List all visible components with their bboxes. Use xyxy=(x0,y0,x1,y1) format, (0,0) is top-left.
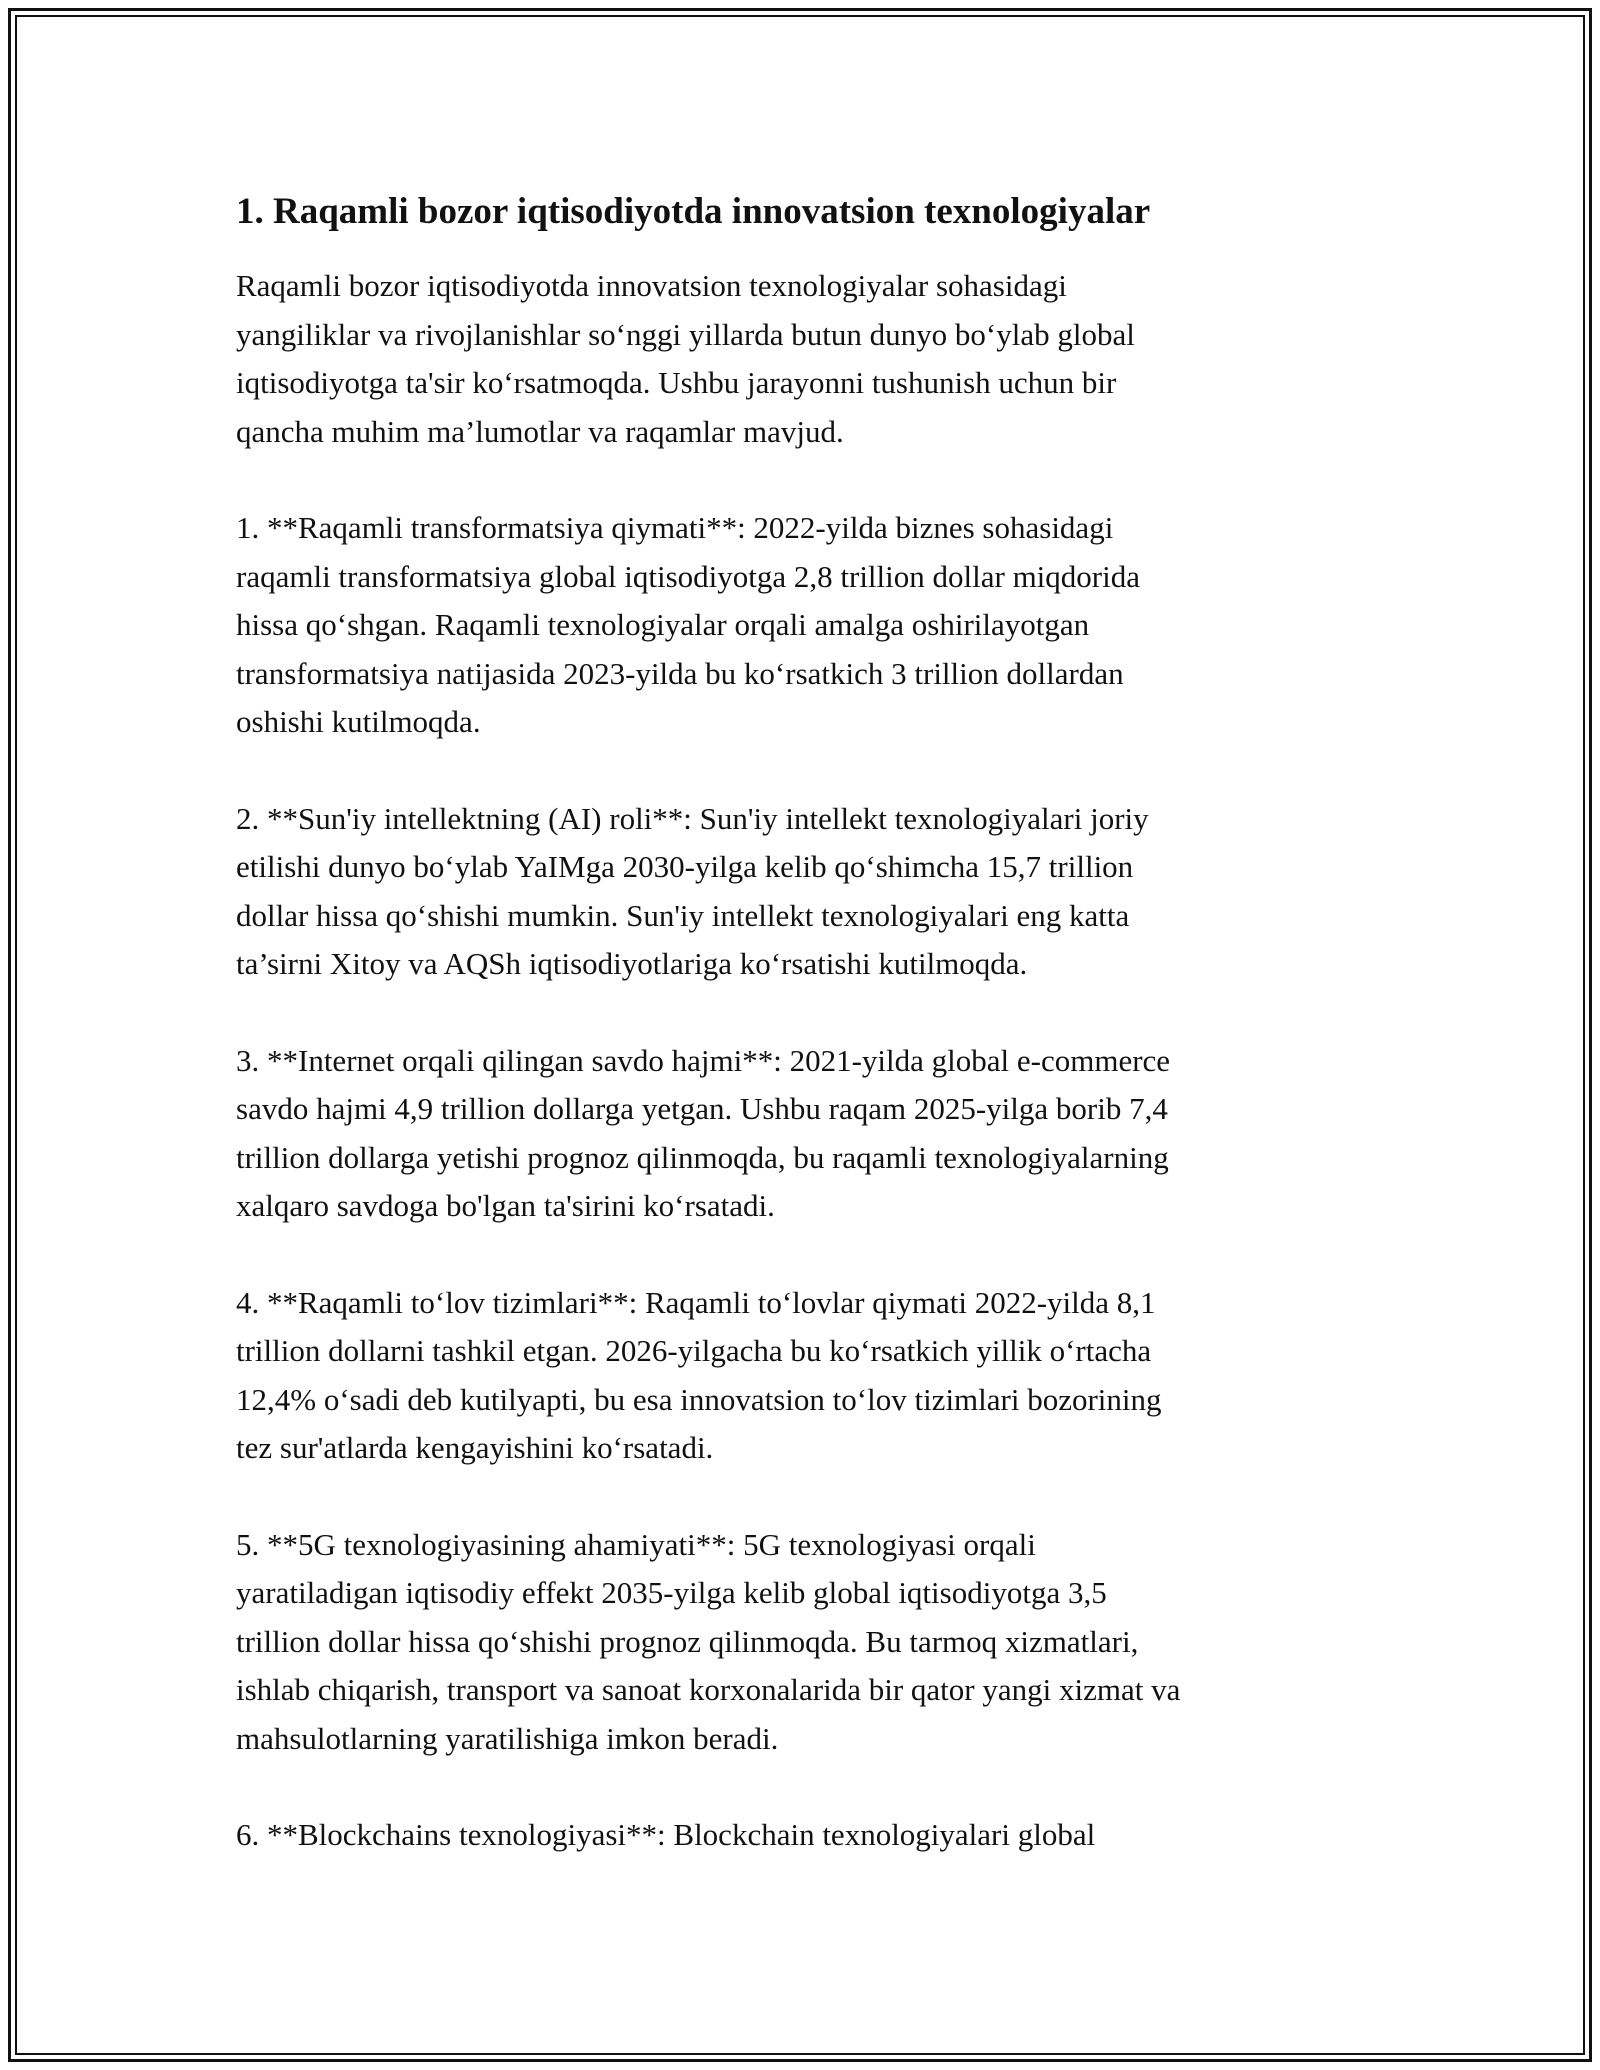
list-item-artificial-intelligence: 2. **Sun'iy intellektning (AI) roli**: Sun'iy intellekt texnologiyalari joriy etilishi dunyo bo‘ylab YaIMga 2030-yilga kelib qo‘shimcha 15,7 trillion dollar hissa qo‘shishi mumkin. Sun'iy intellekt texnologiyalari eng katta ta’sirni Xitoy va AQSh iqtisodiyotlariga ko‘rsatishi kutilmoqda. xyxy=(236,800,1149,981)
list-item-digital-payments: 4. **Raqamli to‘lov tizimlari**: Raqamli to‘lovlar qiymati 2022-yilda 8,1 trillion dollarni tashkil etgan. 2026-yilgacha bu ko‘rsatkich yillik o‘rtacha 12,4% o‘sadi deb kutilyapti, bu esa innovatsion to‘lov tizimlari bozorining tez sur'atlarda kengayishini ko‘rsatadi. xyxy=(236,1284,1162,1465)
document-page xyxy=(236,188,1376,1908)
list-item-internet-trade: 3. **Internet orqali qilingan savdo hajmi**: 2021-yilda global e-commerce savdo hajmi 4,9 trillion dollarga yetgan. Ushbu raqam 2025-yilga borib 7,4 trillion dollarga yetishi prognoz qilinmoqda, bu raqamli texnologiyalarning xalqaro savdoga bo'lgan ta'sirini ko‘rsatadi. xyxy=(236,1042,1171,1223)
intro-paragraph: Raqamli bozor iqtisodiyotda innovatsion texnologiyalar sohasidagi yangiliklar va rivojlanishlar so‘nggi yillarda butun dunyo bo‘ylab global iqtisodiyotga ta'sir ko‘rsatmoqda. Ushbu jarayonni tushunish uchun bir qancha muhim ma’lumotlar va raqamlar mavjud. xyxy=(236,268,1135,449)
list-item-5g-technology: 5. **5G texnologiyasining ahamiyati**: 5G texnologiyasi orqali yaratiladigan iqtisodiy effekt 2035-yilga kelib global iqtisodiyotga 3,5 trillion dollar hissa qo‘shishi prognoz qilinmoqda. Bu tarmoq xizmatlari, ishlab chiqarish, transport va sanoat korxonalarida bir qator yangi xizmat va mahsulotlarning yaratilishiga imkon beradi. xyxy=(236,1526,1181,1756)
list-item-digital-transformation: 1. **Raqamli transformatsiya qiymati**: 2022-yilda biznes sohasidagi raqamli transformatsiya global iqtisodiyotga 2,8 trillion dollar miqdorida hissa qo‘shgan. Raqamli texnologiyalar orqali amalga oshirilayotgan transformatsiya natijasida 2023-yilda bu ko‘rsatkich 3 trillion dollardan oshishi kutilmoqda. xyxy=(236,510,1140,739)
document-title: 1. Raqamli bozor iqtisodiyotda innovatsion texnologiyalar xyxy=(236,191,1151,232)
list-item-blockchain: 6. **Blockchains texnologiyasi**: Blockchain texnologiyalari global xyxy=(236,1817,1096,1852)
